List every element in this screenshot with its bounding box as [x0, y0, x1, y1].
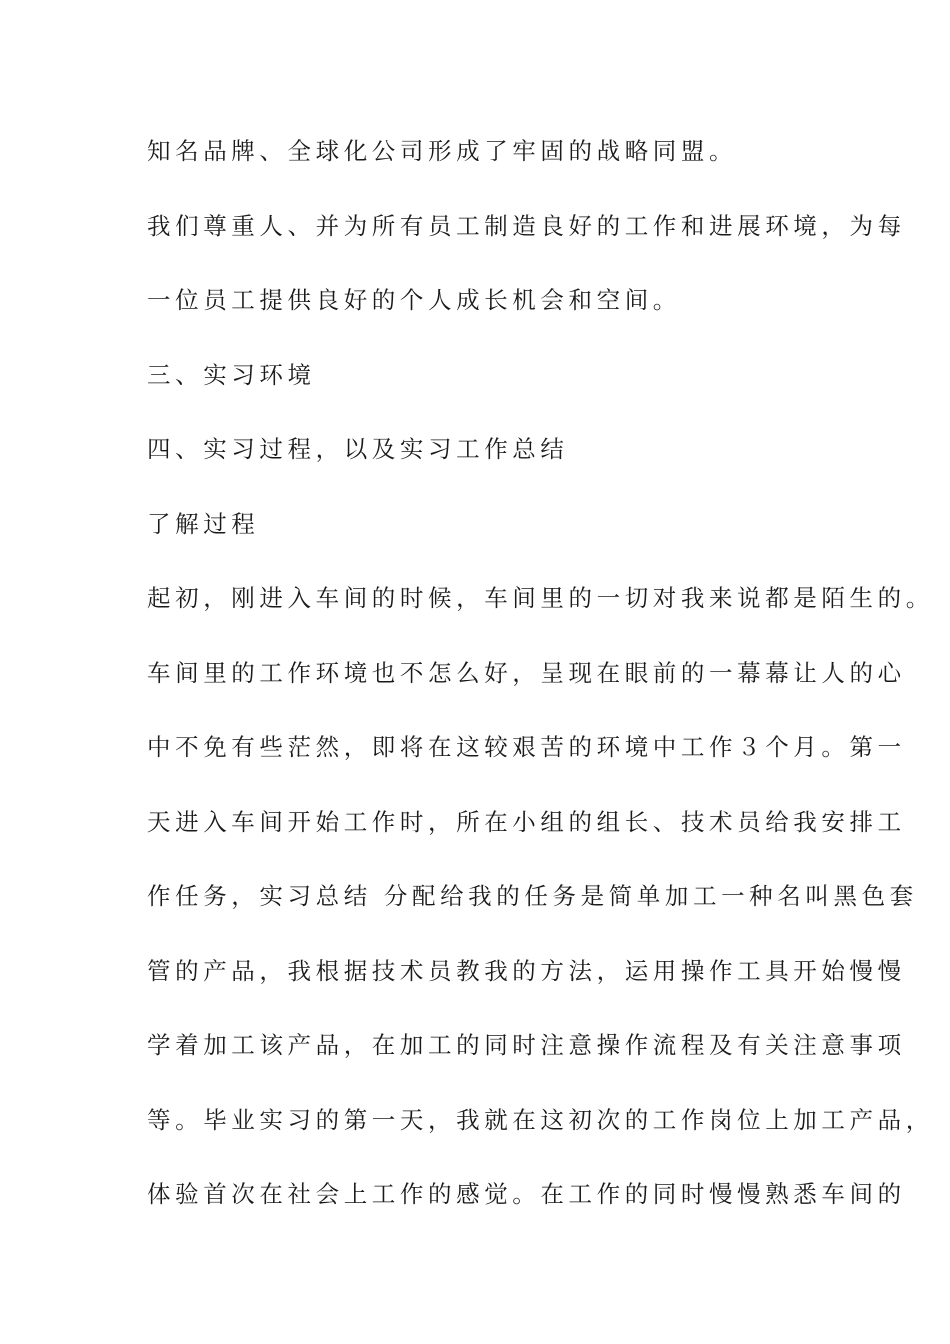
paragraph-line: 体验首次在社会上工作的感觉。在工作的同时慢慢熟悉车间的: [147, 1180, 906, 1208]
paragraph-line: 起初，刚进入车间的时候，车间里的一切对我来说都是陌生的。: [147, 584, 934, 612]
subsection-heading: 了解过程: [147, 510, 260, 538]
paragraph-line: 中不免有些茫然，即将在这较艰苦的环境中工作３个月。第一: [147, 733, 906, 761]
paragraph-line: 天进入车间开始工作时，所在小组的组长、技术员给我安排工: [147, 808, 906, 836]
paragraph-line: 作任务，实习总结 分配给我的任务是简单加工一种名叫黑色套: [147, 882, 918, 910]
section-heading: 三、实习环境: [147, 361, 316, 389]
paragraph-line: 我们尊重人、并为所有员工制造良好的工作和进展环境，为每: [147, 212, 906, 240]
paragraph-line: 管的产品，我根据技术员教我的方法，运用操作工具开始慢慢: [147, 957, 906, 985]
paragraph-line: 学着加工该产品，在加工的同时注意操作流程及有关注意事项: [147, 1031, 906, 1059]
paragraph-line: 车间里的工作环境也不怎么好，呈现在眼前的一幕幕让人的心: [147, 659, 906, 687]
section-heading: 四、实习过程，以及实习工作总结: [147, 435, 569, 463]
paragraph-line: 一位员工提供良好的个人成长机会和空间。: [147, 286, 681, 314]
paragraph-line: 知名品牌、全球化公司形成了牢固的战略同盟。: [147, 137, 738, 165]
paragraph-line: 等。毕业实习的第一天，我就在这初次的工作岗位上加工产品，: [147, 1106, 934, 1134]
